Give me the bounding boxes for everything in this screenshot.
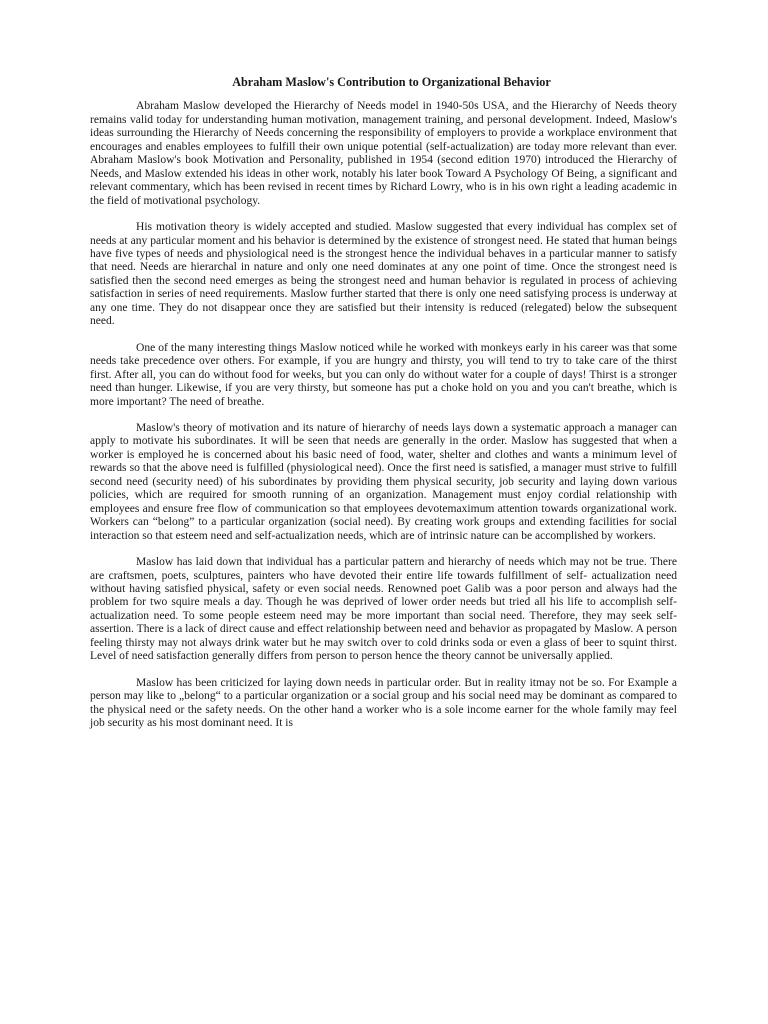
paragraph-1: Abraham Maslow developed the Hierarchy of Needs model in 1940-50s USA, and the Hierarchy of Needs theory remains valid today for understanding human motivation, management training, and personal development. Indeed, Maslow's ideas surrounding the Hierarchy of Needs concerning the responsibility of employers to provide a workplace environment that encourages and enables employees to fulfill their own unique potential (self-actualization) are today more relevant than ever. Abraham Maslow's book Motivation and Personality, published in 1954 (second edition 1970) introduced the Hierarchy of Needs, and Maslow extended his ideas in other work, notably his later book Toward A Psychology Of Being, a significant and relevant commentary, which has been revised in recent times by Richard Lowry, who is in his own right a leading academic in the field of motivational psychology. bbox=[90, 100, 677, 207]
document-page bbox=[90, 76, 677, 743]
paragraph-3: One of the many interesting things Maslow noticed while he worked with monkeys early in his career was that some needs take precedence over others. For example, if you are hungry and thirsty, you will tend to try to take care of the thirst first. After all, you can do without food for weeks, but you can only do without water for a couple of days! Thirst is a stronger need than hunger. Likewise, if you are very thirsty, but someone has put a choke hold on you and you can't breathe, which is more important? The need of breathe. bbox=[90, 341, 677, 408]
document-title: Abraham Maslow's Contribution to Organizational Behavior bbox=[232, 75, 551, 89]
paragraph-2: His motivation theory is widely accepted and studied. Maslow suggested that every individual has complex set of needs at any particular moment and his behavior is determined by the existence of strongest need. He stated that human beings have five types of needs and physiological need is the strongest hence the individual behaves in a particular manner to satisfy that need. Needs are hierarchal in nature and only one need dominates at any one point of time. Once the strongest need is satisfied then the second need emerges as being the strongest need and human behavior is regulated in process of achieving satisfaction in series of need requirements. Maslow further started that there is only one need satisfying process is underway at any one time. They do not disappear once they are satisfied but their intensity is reduced (relegated) below the subsequent need. bbox=[90, 221, 677, 328]
paragraph-4: Maslow's theory of motivation and its nature of hierarchy of needs lays down a systematic approach a manager can apply to motivate his subordinates. It will be seen that needs are generally in the order. Maslow has suggested that when a worker is employed he is concerned about his basic need of food, water, shelter and clothes and wants a minimum level of rewards so that the above need is fulfilled (physiological need). Once the first need is satisfied, a manager must strive to fulfill second need (security need) of his subordinates by providing them physical security, job security and laying down various policies, which are required for smooth running of an organization. Management must enjoy cordial relationship with employees and ensure free flow of communication so that employees devotemaximum attention towards organizational work. Workers can “belong” to a particular organization (social need). By creating work groups and extending facilities for social interaction so that esteem need and self-actualization needs, which are of intrinsic nature can be accomplished by workers. bbox=[90, 421, 677, 542]
paragraph-6: Maslow has been criticized for laying down needs in particular order. But in reality itmay not be so. For Example a person may like to „belong“ to a particular organization or a social group and his social need may be dominant as compared to the physical need or the safety needs. On the other hand a worker who is a sole income earner for the whole family may feel job security as his most dominant need. It is bbox=[90, 676, 677, 730]
paragraph-5: Maslow has laid down that individual has a particular pattern and hierarchy of needs which may not be true. There are craftsmen, poets, sculptures, painters who have devoted their entire life towards fulfillment of self- actualization need without having satisfied physical, safety or even social needs. Renowned poet Galib was a poor person and always had the problem for two squire meals a day. Though he was deprived of lower order needs but tried all his life to accomplish self-actualization need. To some people esteem need may be more important than social need. Therefore, they may seek self-assertion. There is a lack of direct cause and effect relationship between need and behavior as propagated by Maslow. A person feeling thirsty may not always drink water but he may switch over to cold drinks soda or even a glass of beer to squint thirst. Level of need satisfaction generally differs from person to person hence the theory cannot be universally applied. bbox=[90, 556, 677, 663]
